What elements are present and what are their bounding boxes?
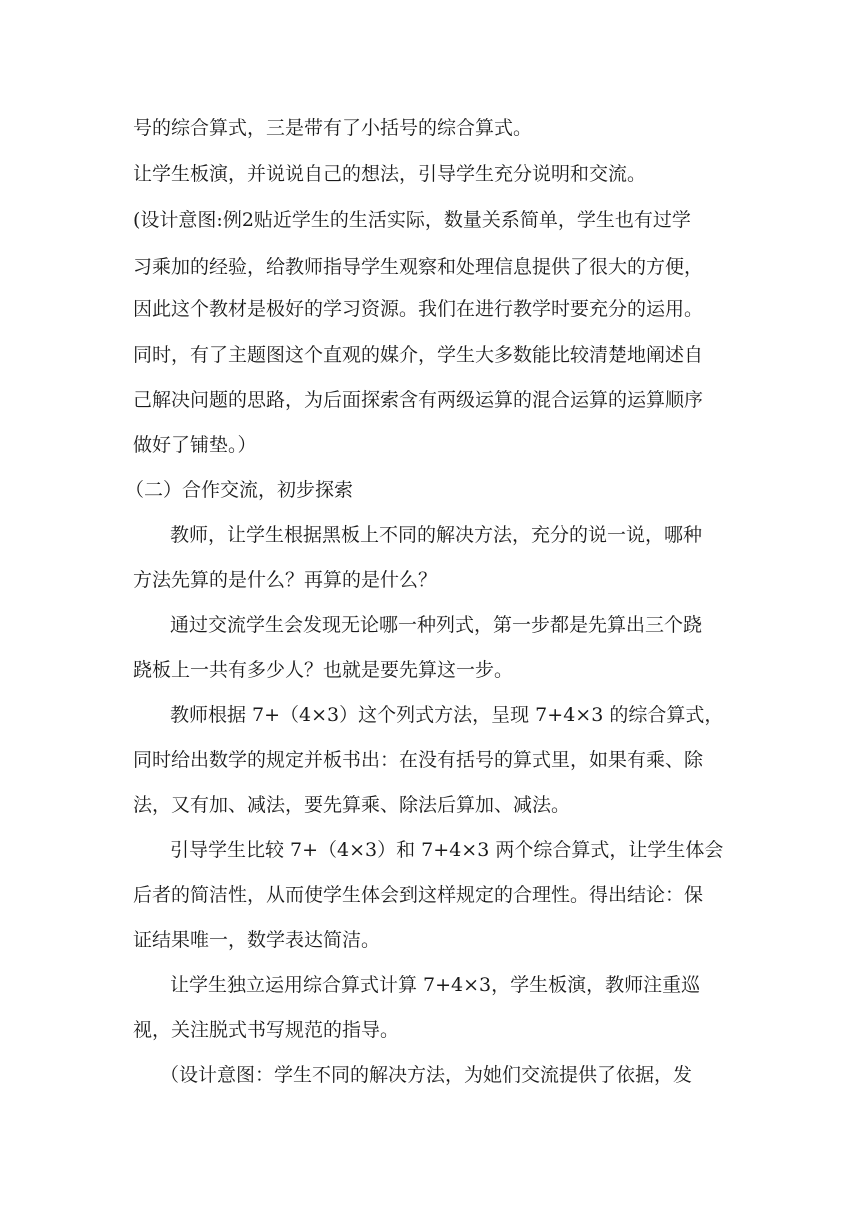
text-line-1: 号的综合算式，三是带有了小括号的综合算式。 — [133, 117, 533, 139]
section-heading: （二）合作交流，初步探索 — [125, 479, 354, 501]
text-line-22: （设计意图：学生不同的解决方法，为她们交流提供了依据，发 — [160, 1064, 693, 1086]
text-line-16: 法，又有加、减法，要先算乘、除法后算加、减法。 — [133, 794, 571, 816]
text-line-3: (设计意图:例2贴近学生的生活实际，数量关系简单，学生也有过学 — [133, 209, 691, 231]
text-line-8: 做好了铺垫。） — [133, 434, 257, 456]
text-line-21: 视，关注脱式书写规范的指导。 — [133, 1019, 400, 1041]
text-line-13: 跷板上一共有多少人？也就是要先算这一步。 — [133, 659, 514, 681]
text-line-10: 教师，让学生根据黑板上不同的解决方法，充分的说一说，哪种 — [170, 524, 703, 546]
text-line-4: 习乘加的经验，给教师指导学生观察和处理信息提供了很大的方便， — [133, 256, 704, 278]
text-line-20: 让学生独立运用综合算式计算 7+4×3，学生板演，教师注重巡 — [170, 974, 701, 996]
text-line-12: 通过交流学生会发现无论哪一种列式，第一步都是先算出三个跷 — [170, 614, 703, 636]
text-line-7: 己解决问题的思路，为后面探索含有两级运算的混合运算的运算顺序 — [133, 389, 704, 411]
text-line-17: 引导学生比较 7+（4×3）和 7+4×3 两个综合算式，让学生体会 — [170, 839, 724, 861]
text-line-11: 方法先算的是什么？再算的是什么？ — [133, 569, 438, 591]
text-line-2: 让学生板演，并说说自己的想法，引导学生充分说明和交流。 — [133, 163, 647, 185]
text-line-5: 因此这个教材是极好的学习资源。我们在进行教学时要充分的运用。 — [133, 298, 704, 320]
text-line-14: 教师根据 7+（4×3）这个列式方法，呈现 7+4×3 的综合算式， — [170, 704, 724, 726]
text-line-6: 同时，有了主题图这个直观的媒介，学生大多数能比较清楚地阐述自 — [133, 344, 704, 366]
text-line-15: 同时给出数学的规定并板书出：在没有括号的算式里，如果有乘、除 — [133, 749, 704, 771]
text-line-19: 证结果唯一，数学表达简洁。 — [133, 929, 381, 951]
text-line-18: 后者的简洁性，从而使学生体会到这样规定的合理性。得出结论：保 — [133, 884, 704, 906]
